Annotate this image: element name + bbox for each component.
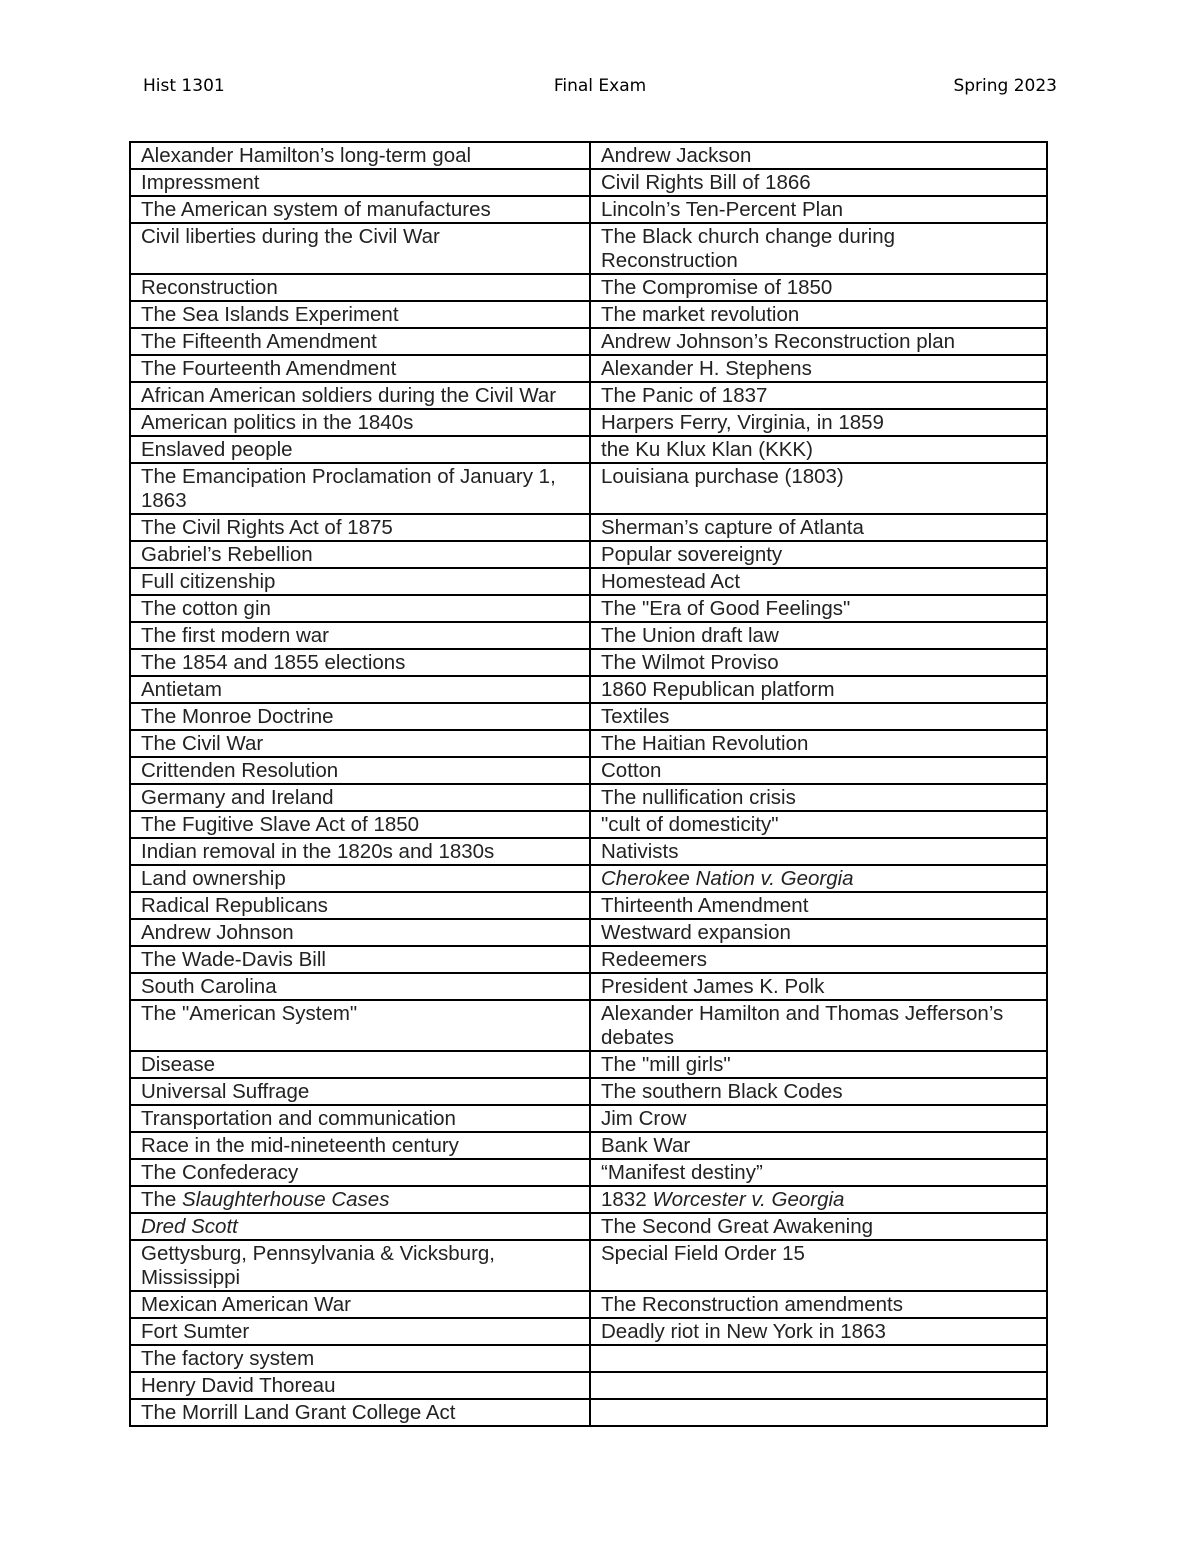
term-text: The Civil Rights Act of 1875 — [141, 516, 393, 539]
term-cell-left — [130, 1213, 590, 1240]
term-cell-left — [130, 541, 590, 568]
table-row — [130, 811, 1047, 838]
table-row — [130, 838, 1047, 865]
term-cell-right — [590, 1213, 1047, 1240]
term-cell-right — [590, 892, 1047, 919]
term-cell-right — [590, 1000, 1047, 1051]
term-cell-left — [130, 223, 590, 274]
term-cell-right — [590, 142, 1047, 169]
term-cell-right — [590, 196, 1047, 223]
term-cell-left — [130, 919, 590, 946]
term-text: President James K. Polk — [601, 975, 825, 998]
term-cell-right — [590, 382, 1047, 409]
term-text: Harpers Ferry, Virginia, in 1859 — [601, 411, 884, 434]
term-text: The market revolution — [601, 303, 800, 326]
term-cell-right — [590, 973, 1047, 1000]
term-text: The Confederacy — [141, 1161, 299, 1184]
table-row — [130, 757, 1047, 784]
term-text: Dred Scott — [141, 1215, 238, 1238]
term-cell-right — [590, 355, 1047, 382]
table-row — [130, 649, 1047, 676]
term-cell-left — [130, 463, 590, 514]
term-cell-left — [130, 838, 590, 865]
term-cell-left — [130, 811, 590, 838]
term-cell-left — [130, 703, 590, 730]
term-cell-left — [130, 676, 590, 703]
term: Spring 2023 — [953, 76, 1057, 96]
table-row — [130, 1318, 1047, 1345]
term-cell-left — [130, 784, 590, 811]
table-row — [130, 1399, 1047, 1426]
table-row — [130, 223, 1047, 274]
term-text: Special Field Order 15 — [601, 1242, 805, 1265]
table-row — [130, 142, 1047, 169]
term-cell-right — [590, 1372, 1047, 1399]
term-text: The Sea Islands Experiment — [141, 303, 399, 326]
term-cell-right — [590, 328, 1047, 355]
term-cell-right — [590, 463, 1047, 514]
term-cell-right — [590, 1078, 1047, 1105]
table-row — [130, 622, 1047, 649]
term-cell-right — [590, 1318, 1047, 1345]
term-cell-right — [590, 169, 1047, 196]
term-text: Popular sovereignty — [601, 543, 783, 566]
term-text: Land ownership — [141, 867, 286, 890]
term-text: 1832 — [601, 1188, 653, 1211]
table-row — [130, 865, 1047, 892]
term-cell-right — [590, 223, 1047, 274]
table-row — [130, 301, 1047, 328]
term-text: Race in the mid-nineteenth century — [141, 1134, 459, 1157]
table-row — [130, 1078, 1047, 1105]
term-cell-left — [130, 622, 590, 649]
term-cell-right — [590, 838, 1047, 865]
term-cell-right — [590, 1105, 1047, 1132]
term-cell-right — [590, 676, 1047, 703]
term-cell-left — [130, 1240, 590, 1291]
term-text: The first modern war — [141, 624, 329, 647]
term-text: The nullification crisis — [601, 786, 796, 809]
term-cell-right — [590, 757, 1047, 784]
term-cell-left — [130, 1345, 590, 1372]
term-text: The Monroe Doctrine — [141, 705, 334, 728]
page-header — [143, 74, 1057, 98]
term-text: The — [141, 1188, 183, 1211]
term-cell-left — [130, 1372, 590, 1399]
term-text: The Wilmot Proviso — [601, 651, 779, 674]
term-text: Worcester v. Georgia — [652, 1188, 845, 1211]
term-cell-left — [130, 142, 590, 169]
term-text: Antietam — [141, 678, 222, 701]
term-text: Enslaved people — [141, 438, 293, 461]
term-text: The Haitian Revolution — [601, 732, 809, 755]
table-row — [130, 541, 1047, 568]
table-row — [130, 274, 1047, 301]
term-text: Germany and Ireland — [141, 786, 334, 809]
term-text: Thirteenth Amendment — [601, 894, 809, 917]
term-cell-right — [590, 568, 1047, 595]
table-row — [130, 1159, 1047, 1186]
table-row — [130, 892, 1047, 919]
table-row — [130, 409, 1047, 436]
term-text: Andrew Jackson — [601, 144, 752, 167]
term-cell-right — [590, 436, 1047, 463]
term-text: The Compromise of 1850 — [601, 276, 833, 299]
term-cell-left — [130, 274, 590, 301]
term-cell-right — [590, 541, 1047, 568]
table-row — [130, 973, 1047, 1000]
term-text: The 1854 and 1855 elections — [141, 651, 406, 674]
term-text: The "mill girls" — [601, 1053, 731, 1076]
term-text: Gabriel’s Rebellion — [141, 543, 313, 566]
term-cell-right — [590, 649, 1047, 676]
term-cell-right — [590, 1291, 1047, 1318]
table-row — [130, 1051, 1047, 1078]
table-row — [130, 1372, 1047, 1399]
term-text: South Carolina — [141, 975, 277, 998]
term-cell-right — [590, 946, 1047, 973]
term-text: “Manifest destiny” — [601, 1161, 763, 1184]
term-text: Gettysburg, Pennsylvania & Vicksburg, Mississippi — [141, 1242, 495, 1289]
term-text: The Fourteenth Amendment — [141, 357, 397, 380]
term-text: The Fugitive Slave Act of 1850 — [141, 813, 420, 836]
table-row — [130, 1186, 1047, 1213]
term-text: Slaughterhouse Cases — [182, 1188, 390, 1211]
term-text: The Fifteenth Amendment — [141, 330, 377, 353]
term-text: Universal Suffrage — [141, 1080, 310, 1103]
table-row — [130, 568, 1047, 595]
table-row — [130, 436, 1047, 463]
term-text: Alexander Hamilton’s long-term goal — [141, 144, 472, 167]
table-row — [130, 463, 1047, 514]
table-row — [130, 355, 1047, 382]
term-cell-left — [130, 1291, 590, 1318]
table-row — [130, 169, 1047, 196]
term-text: the Ku Klux Klan (KKK) — [601, 438, 813, 461]
table-row — [130, 784, 1047, 811]
term-cell-left — [130, 865, 590, 892]
term-cell-left — [130, 1000, 590, 1051]
term-cell-right — [590, 1159, 1047, 1186]
terms-table — [129, 141, 1048, 1427]
term-text: "cult of domesticity" — [601, 813, 779, 836]
term-cell-left — [130, 514, 590, 541]
term-text: Transportation and communication — [141, 1107, 456, 1130]
term-text: The Black church change during Reconstruction — [601, 225, 896, 272]
term-cell-right — [590, 1051, 1047, 1078]
term-text: Jim Crow — [601, 1107, 687, 1130]
term-cell-right — [590, 730, 1047, 757]
term-text: Bank War — [601, 1134, 691, 1157]
term-cell-right — [590, 811, 1047, 838]
table-row — [130, 196, 1047, 223]
term-text: The Wade-Davis Bill — [141, 948, 326, 971]
table-row — [130, 382, 1047, 409]
table-row — [130, 595, 1047, 622]
table-row — [130, 919, 1047, 946]
table-row — [130, 1105, 1047, 1132]
term-cell-left — [130, 328, 590, 355]
table-row — [130, 1213, 1047, 1240]
term-cell-left — [130, 1078, 590, 1105]
term-text: The "Era of Good Feelings" — [601, 597, 851, 620]
term-text: The Morrill Land Grant College Act — [141, 1401, 456, 1424]
term-cell-left — [130, 649, 590, 676]
term-text: Fort Sumter — [141, 1320, 250, 1343]
term-text: Cherokee Nation v. Georgia — [601, 867, 854, 890]
terms-table-body — [130, 142, 1047, 1426]
term-cell-left — [130, 436, 590, 463]
term-cell-right — [590, 1132, 1047, 1159]
table-row — [130, 676, 1047, 703]
term-text: Cotton — [601, 759, 662, 782]
term-cell-right — [590, 703, 1047, 730]
term-text: The southern Black Codes — [601, 1080, 843, 1103]
term-text: Redeemers — [601, 948, 707, 971]
term-text: 1860 Republican platform — [601, 678, 835, 701]
term-cell-right — [590, 1240, 1047, 1291]
term-text: The American system of manufactures — [141, 198, 491, 221]
term-text: Full citizenship — [141, 570, 276, 593]
table-row — [130, 1132, 1047, 1159]
term-text: Louisiana purchase (1803) — [601, 465, 844, 488]
term-cell-right — [590, 514, 1047, 541]
term-text: Westward expansion — [601, 921, 791, 944]
table-row — [130, 1345, 1047, 1372]
term-text: Sherman’s capture of Atlanta — [601, 516, 864, 539]
term-cell-left — [130, 730, 590, 757]
term-cell-left — [130, 595, 590, 622]
term-cell-left — [130, 382, 590, 409]
term-text: The factory system — [141, 1347, 315, 1370]
table-row — [130, 1291, 1047, 1318]
term-cell-right — [590, 301, 1047, 328]
term-text: Alexander H. Stephens — [601, 357, 812, 380]
term-cell-right — [590, 622, 1047, 649]
term-cell-left — [130, 196, 590, 223]
term-text: Textiles — [601, 705, 670, 728]
term-cell-left — [130, 1105, 590, 1132]
term-text: Civil liberties during the Civil War — [141, 225, 440, 248]
table-row — [130, 1240, 1047, 1291]
term-cell-left — [130, 1132, 590, 1159]
term-text: The cotton gin — [141, 597, 271, 620]
table-row — [130, 946, 1047, 973]
term-cell-left — [130, 1051, 590, 1078]
term-cell-left — [130, 973, 590, 1000]
term-cell-left — [130, 892, 590, 919]
term-cell-left — [130, 169, 590, 196]
term-text: The Panic of 1837 — [601, 384, 768, 407]
term-cell-left — [130, 409, 590, 436]
term-cell-right — [590, 274, 1047, 301]
term-text: Lincoln’s Ten-Percent Plan — [601, 198, 843, 221]
table-row — [130, 514, 1047, 541]
term-text: Homestead Act — [601, 570, 741, 593]
term-text: Radical Republicans — [141, 894, 328, 917]
term-text: Reconstruction — [141, 276, 278, 299]
term-cell-left — [130, 1186, 590, 1213]
term-cell-left — [130, 1399, 590, 1426]
term-cell-right — [590, 1345, 1047, 1372]
term-text: Impressment — [141, 171, 260, 194]
term-text: The Union draft law — [601, 624, 779, 647]
table-row — [130, 703, 1047, 730]
term-text: American politics in the 1840s — [141, 411, 414, 434]
term-cell-right — [590, 1186, 1047, 1213]
term-cell-right — [590, 1399, 1047, 1426]
table-row — [130, 328, 1047, 355]
term-cell-left — [130, 301, 590, 328]
term-cell-right — [590, 784, 1047, 811]
table-row — [130, 730, 1047, 757]
term-text: The Reconstruction amendments — [601, 1293, 903, 1316]
term-text: Indian removal in the 1820s and 1830s — [141, 840, 495, 863]
term-text: Civil Rights Bill of 1866 — [601, 171, 811, 194]
term-cell-left — [130, 568, 590, 595]
table-row — [130, 1000, 1047, 1051]
term-cell-right — [590, 409, 1047, 436]
term-cell-left — [130, 355, 590, 382]
term-text: The Second Great Awakening — [601, 1215, 873, 1238]
term-text: Disease — [141, 1053, 216, 1076]
term-text: The Emancipation Proclamation of January 1, 1863 — [141, 465, 556, 512]
term-cell-left — [130, 1318, 590, 1345]
course-code: Hist 1301 — [143, 76, 225, 96]
term-text: Mexican American War — [141, 1293, 351, 1316]
term-text: The Civil War — [141, 732, 264, 755]
term-text: Henry David Thoreau — [141, 1374, 336, 1397]
term-cell-right — [590, 919, 1047, 946]
term-cell-left — [130, 757, 590, 784]
term-text: Andrew Johnson’s Reconstruction plan — [601, 330, 956, 353]
term-text: Crittenden Resolution — [141, 759, 339, 782]
term-cell-left — [130, 1159, 590, 1186]
term-text: The "American System" — [141, 1002, 358, 1025]
term-cell-right — [590, 865, 1047, 892]
term-text: Andrew Johnson — [141, 921, 294, 944]
term-text: Deadly riot in New York in 1863 — [601, 1320, 886, 1343]
term-text: Alexander Hamilton and Thomas Jefferson’s debates — [601, 1002, 1004, 1049]
term-cell-right — [590, 595, 1047, 622]
exam-title: Final Exam — [553, 76, 647, 96]
term-text: Nativists — [601, 840, 679, 863]
term-cell-left — [130, 946, 590, 973]
term-text: African American soldiers during the Civil War — [141, 384, 557, 407]
